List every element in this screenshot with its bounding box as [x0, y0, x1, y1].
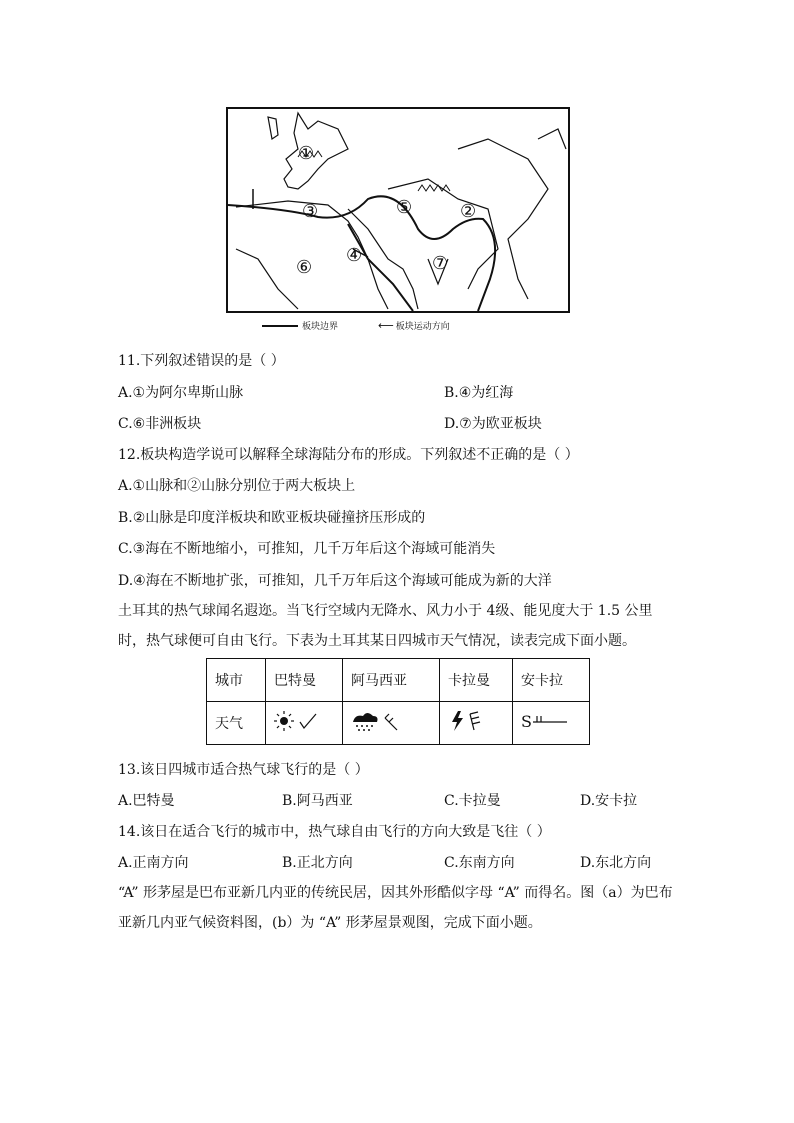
question-13-option-a: A.巴特曼 — [118, 793, 175, 809]
sandstorm-wind-icon — [521, 710, 569, 732]
map-label-7: ⑦ — [432, 253, 449, 274]
header-batman: 巴特曼 — [266, 659, 343, 702]
question-11-option-a: A.①为阿尔卑斯山脉 — [118, 385, 244, 401]
map-label-1: ① — [298, 143, 315, 164]
question-12-option-d: D.④海在不断地扩张，可推知，几千万年后这个海域可能成为新的大洋 — [118, 573, 552, 589]
weather-table — [206, 658, 590, 745]
legend-boundary-line — [262, 325, 298, 327]
question-12-stem: 12.板块构造学说可以解释全球海陆分布的形成。下列叙述不正确的是（ ） — [118, 447, 579, 463]
svg-text:S: S — [521, 712, 532, 731]
question-13-option-b: B.阿马西亚 — [282, 793, 353, 809]
legend-arrow-icon: ⟵ — [378, 319, 394, 332]
question-14-option-c: C.东南方向 — [444, 855, 515, 871]
question-12-option-b: B.②山脉是印度洋板块和欧亚板块碰撞挤压形成的 — [118, 510, 426, 526]
lightning-wind-icon — [448, 710, 488, 732]
question-11-option-b: B.④为红海 — [444, 385, 514, 401]
map-label-3: ③ — [302, 201, 319, 222]
question-12-option-a: A.①山脉和②山脉分别位于两大板块上 — [118, 478, 356, 494]
weather-cell-karaman — [440, 702, 513, 745]
header-amasya: 阿马西亚 — [343, 659, 440, 702]
map-label-2: ② — [460, 201, 477, 222]
africa-west-coast — [236, 249, 298, 309]
rain-wind-icon — [351, 710, 401, 732]
map-label-5: ⑤ — [396, 197, 413, 218]
map-label-6: ⑥ — [296, 257, 313, 278]
legend-boundary-label: 板块边界 — [302, 322, 339, 332]
header-ankara: 安卡拉 — [513, 659, 590, 702]
weather-cell-batman — [266, 702, 343, 745]
sunny-wind-icon — [274, 710, 320, 732]
question-11-option-c: C.⑥非洲板块 — [118, 416, 202, 432]
question-14-option-d: D.东北方向 — [580, 855, 652, 871]
question-11-stem: 11.下列叙述错误的是（ ） — [118, 353, 285, 369]
question-11-option-d: D.⑦为欧亚板块 — [444, 416, 542, 432]
question-14-stem: 14.该日在适合飞行的城市中，热气球自由飞行的方向大致是飞往（ ） — [118, 824, 551, 840]
row-label-weather: 天气 — [207, 702, 266, 745]
header-city: 城市 — [207, 659, 266, 702]
europe-coast — [284, 113, 348, 189]
question-14-option-a: A.正南方向 — [118, 855, 189, 871]
header-karaman: 卡拉曼 — [440, 659, 513, 702]
question-13-stem: 13.该日四城市适合热气球飞行的是（ ） — [118, 762, 369, 778]
britain-coast — [268, 117, 278, 139]
weather-intro-paragraph: 土耳其的热气球闻名遐迩。当飞行空域内无降水、风力小于 4级、能见度大于 1.5 公里时，热气球便可自由飞行。下表为土耳其某日四城市天气情况，读表完成下面小题。 — [118, 603, 653, 649]
kamchatka-coast — [538, 129, 566, 149]
map-legend — [262, 319, 450, 332]
weather-table-header-row — [207, 659, 590, 702]
weather-cell-ankara — [513, 702, 590, 745]
plate-map-figure — [226, 107, 570, 339]
question-13-option-d: D.安卡拉 — [580, 793, 638, 809]
a-frame-house-intro-paragraph: “A” 形茅屋是巴布亚新几内亚的传统民居，因其外形酷似字母 “A” 而得名。图（a）为巴布亚新几内亚气候资料图，(b）为 “A” 形茅屋景观图，完成下面小题。 — [118, 885, 673, 931]
question-13-option-c: C.卡拉曼 — [444, 793, 501, 809]
weather-table-weather-row — [207, 702, 590, 745]
legend-direction-label: 板块运动方向 — [395, 322, 450, 332]
weather-cell-amasya — [343, 702, 440, 745]
plate-map — [226, 107, 570, 313]
question-12-option-c: C.③海在不断地缩小，可推知，几千万年后这个海域可能消失 — [118, 541, 496, 557]
question-14-option-b: B.正北方向 — [282, 855, 353, 871]
map-label-4: ④ — [346, 245, 363, 266]
